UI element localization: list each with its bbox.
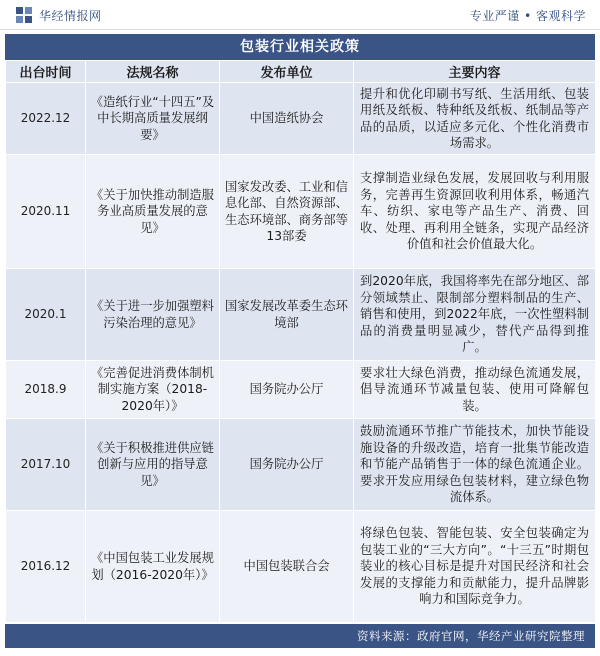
- table-row: [6, 155, 596, 269]
- cell-content: 到2020年底，我国将率先在部分地区、部分领域禁止、限制部分塑料制品的生产、销售和使用，到2022年底，一次性塑料制品的消费量明显减少，替代产品得到推广。: [354, 269, 596, 361]
- cell-content: 提升和优化印刷书写纸、生活用纸、包装用纸及纸板、特种纸及纸板、纸制品等产品的品质，以适应多元化、个性化消费市场需求。: [354, 83, 596, 155]
- table-row: [6, 83, 596, 155]
- cell-date: 2022.12: [6, 83, 86, 155]
- table-row: [6, 511, 596, 623]
- cell-name: 《关于进一步加强塑料污染治理的意见》: [86, 269, 220, 361]
- cell-name: 《中国包装工业发展规划（2016-2020年）》: [86, 511, 220, 623]
- cell-issuer: 国家发改委、工业和信息化部、自然资源部、生态环境部、商务部等13部委: [220, 155, 354, 269]
- cell-date: 2018.9: [6, 361, 86, 419]
- cell-issuer: 国务院办公厅: [220, 361, 354, 419]
- top-bar: [0, 0, 600, 30]
- cell-date: 2016.12: [6, 511, 86, 623]
- cell-date: 2020.1: [6, 269, 86, 361]
- cell-issuer: 国家发展改革委生态环境部: [220, 269, 354, 361]
- cell-content: 要求壮大绿色消费，推动绿色流通发展，倡导流通环节减量包装、使用可降解包装。: [354, 361, 596, 419]
- column-header-date: 出台时间: [6, 61, 86, 83]
- column-header-issuer: 发布单位: [220, 61, 354, 83]
- slogan: 专业严谨 • 客观科学: [469, 9, 586, 23]
- cell-content: 鼓励流通环节推广节能技术，加快节能设施设备的升级改造，培育一批集节能改造和节能产品销售于一体的绿色流通企业。要求开发应用绿色包装材料，建立绿色物流体系。: [354, 419, 596, 511]
- cell-name: 《关于加快推动制造服务业高质量发展的意见》: [86, 155, 220, 269]
- column-header-name: 法规名称: [86, 61, 220, 83]
- cell-content: 将绿色包装、智能包装、安全包装确定为包装工业的“三大方向”。“十三五”时期包装业的核心目标是提升对国民经济和社会发展的支撑能力和贡献能力，提升品牌影响力和国际竞争力。: [354, 511, 596, 623]
- table-row: [6, 419, 596, 511]
- table-row: [6, 269, 596, 361]
- source-note: 资料来源：政府官网，华经产业研究院整理: [5, 624, 595, 648]
- cell-date: 2017.10: [6, 419, 86, 511]
- cell-issuer: 中国造纸协会: [220, 83, 354, 155]
- column-header-content: 主要内容: [354, 61, 596, 83]
- cell-content: 支撑制造业绿色发展，发展回收与利用服务，完善再生资源回收利用体系，畅通汽车、纺织、家电等产品生产、消费、回收、处理、再利用全链条，实现产品经济价值和社会价值最大化。: [354, 155, 596, 269]
- cell-issuer: 国务院办公厅: [220, 419, 354, 511]
- cell-name: 《完善促进消费体制机制实施方案（2018-2020年）》: [86, 361, 220, 419]
- table-header-row: [6, 61, 596, 83]
- cell-issuer: 中国包装联合会: [220, 511, 354, 623]
- table-row: [6, 361, 596, 419]
- brand-logo: [15, 6, 102, 24]
- huajing-logo-icon: [15, 6, 33, 24]
- brand-name: 华经情报网: [39, 8, 102, 23]
- page-title: 包装行业相关政策: [5, 34, 595, 60]
- cell-name: 《造纸行业“十四五”及中长期高质量发展纲要》: [86, 83, 220, 155]
- cell-name: 《关于积极推进供应链创新与应用的指导意见》: [86, 419, 220, 511]
- policy-table: [5, 60, 596, 623]
- cell-date: 2020.11: [6, 155, 86, 269]
